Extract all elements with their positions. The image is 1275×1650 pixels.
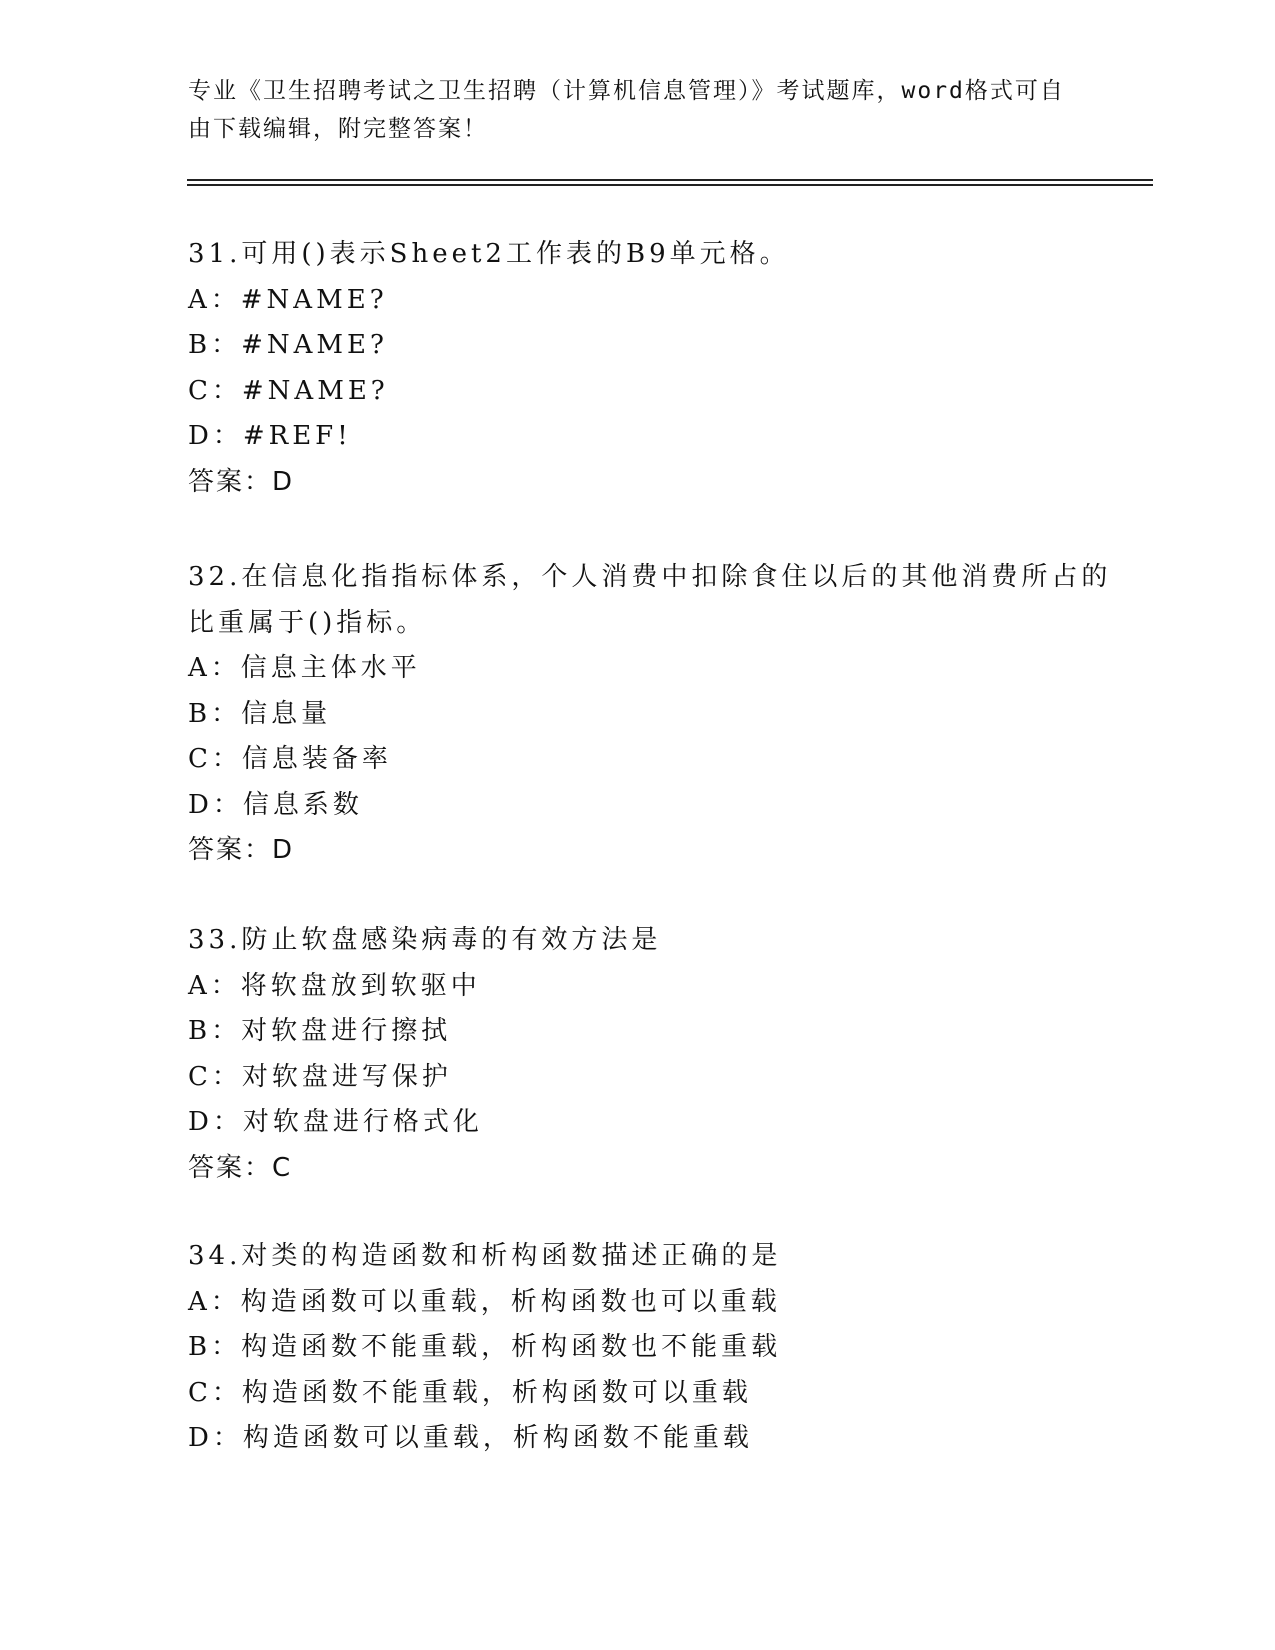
option-d: D：对软盘进行格式化 — [188, 1107, 483, 1137]
answer-label: 答案：C — [188, 1152, 293, 1183]
option-d: D：构造函数可以重载，析构函数不能重载 — [188, 1423, 753, 1453]
option-a: A：信息主体水平 — [188, 653, 421, 683]
option-a: A：将软盘放到软驱中 — [188, 970, 481, 1001]
option-c: C：#NAME? — [188, 375, 389, 406]
question-32 — [188, 555, 1112, 872]
question-stem: 32.在信息化指指标体系，个人消费中扣除食住以后的其他消费所占的 — [188, 562, 1112, 592]
question-stem-continued: 比重属于()指标。 — [188, 607, 427, 638]
option-c: C：信息装备率 — [188, 744, 392, 774]
question-stem: 31.可用()表示Sheet2工作表的B9单元格。 — [188, 239, 790, 269]
option-d: D：信息系数 — [188, 789, 363, 820]
answer-label: 答案：D — [188, 835, 295, 865]
question-stem: 34.对类的构造函数和析构函数描述正确的是 — [188, 1241, 782, 1271]
option-c: C：对软盘进写保护 — [188, 1061, 452, 1092]
question-34 — [188, 1234, 1088, 1462]
option-b: B：#NAME? — [188, 330, 388, 360]
question-31 — [188, 232, 1088, 504]
question-stem: 33.防止软盘感染病毒的有效方法是 — [188, 925, 662, 955]
option-a: A：#NAME? — [188, 284, 388, 315]
question-33 — [188, 918, 1088, 1190]
option-a: A：构造函数可以重载，析构函数也可以重载 — [188, 1286, 781, 1317]
option-c: C：构造函数不能重载，析构函数可以重载 — [188, 1377, 752, 1408]
document-header: 专业《卫生招聘考试之卫生招聘（计算机信息管理）》考试题库，word格式可自由下载编辑，附完整答案！ — [188, 78, 1065, 142]
header-divider-top — [187, 179, 1153, 181]
option-b: B：对软盘进行擦拭 — [188, 1016, 452, 1046]
option-b: B：信息量 — [188, 698, 332, 729]
option-b: B：构造函数不能重载，析构函数也不能重载 — [188, 1332, 782, 1362]
answer-label: 答案：D — [188, 466, 295, 497]
option-d: D：#REF! — [188, 421, 352, 451]
header-divider-bottom — [187, 184, 1153, 186]
